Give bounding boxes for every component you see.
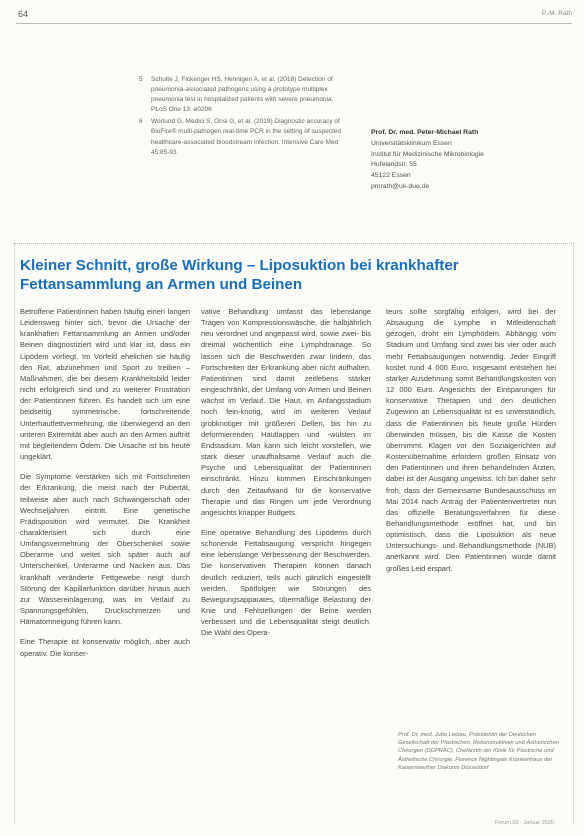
article-column-1 [20,306,190,668]
article-column-2 [201,306,371,648]
address-line: 45122 Essen [371,172,411,180]
paragraph: Eine operative Behandlung des Lipödems durch schonende Fettabsaugung verspricht hingegen eine lebenslange Verbesserung der Beschwerden. Die konservativen Therapien können danach deutlich reduziert, teils auch gänzlich eingestellt werden. Spätfolgen wie Störungen des Bewegungsapparates, übermäßige Belastung der Knie und Fehlstellungen der Beine werden verbessert und die Lebensqualität steigt deutlich. Die Wahl des Opera- [201,527,371,638]
page-number: 64 [18,9,29,19]
reference-number: 6 [139,118,143,126]
page-footer: Forum 02 · Januar 2020 [494,820,554,826]
references-list [139,75,349,160]
paragraph: Eine Therapie ist konservativ möglich, aber auch operativ. Die konser- [20,637,190,658]
address-line: Hufelandstr. 55 [371,161,417,169]
author-address [371,128,571,193]
box-border-left [14,243,15,823]
page-header [0,0,584,26]
reference-text: Worlund G, Medici S, Onsi G, et al. (2019) Diagnostic accuracy of BioFire® multi-pathogen real-time PCR in the setting of suspected healthcare-associated bloodstream infection. Intensive Care Med 45:85-93 [151,118,342,156]
author-email[interactable]: pmrath@uk-due.de [371,182,430,190]
section-divider [14,243,574,244]
reference-text: Schulte J, Fickenger HS, Hennigen A, et al. (2018) Detection of pneumonia-associated pathogens using a prototype multiplex pneumonia test in hospitalized patients with severe pneumonia. PLoS One 13: e0206 [151,76,334,114]
paragraph: Betroffene Patientinnen haben häufig einen langen Leidensweg hinter sich, bevor die Ursache der krankhaften Fettansammlung an Armen und/oder Beinen diagnostiziert wird und klar ist, dass ein Lipödem vorliegt. Im Vorfeld ehelichen sie häufig den Rat, abzunehmen und Sport zu treiben – Maßnahmen, die bei diesem Krankheitsbild leider nicht erfolgreich sind und zu weiterer Frustration der Patientinnen führen. Es handelt sich um eine beidseitig symmetrische, fortschreitende Unterhautfettvermehrung, die überwiegend an den unteren Extremität aber auch an den Armen auftritt mit begleitendem Ödem. Die Ursache ist bis heute ungeklärt. [20,307,190,462]
author-bio: Prof. Dr. med. Jutta Liebau, Präsidentin der Deutschen Gesellschaft der Plastischen, Rekonstruktiven und Ästhetischen Chirurgen (DGPRÄC), Chefärztin der Klinik für Plastische und Ästhetische Chirurgie, Florence Nightingale Krankenhaus der Kaiserswerther Diakonie Düsseldorf [398,732,559,771]
reference-item [139,75,349,115]
article-column-3 [386,306,556,583]
running-header-author: P.-M. Rath [541,10,572,17]
address-line: Universitätsklinikum Essen [371,139,452,147]
header-rule [16,23,572,24]
box-border-right [573,243,574,823]
address-line: Institut für Medizinische Mikrobiologie [371,150,484,158]
paragraph: vative Behandlung umfasst das lebenslange Tragen von Kompressionswäsche, die halbjährlich neu verordnet und angepasst wird, sowie zwei- bis dreimal wöchentlich eine Lymphdrainage. So lassen sich die Beschwerden zwar lindern, das Fortschreiten der Erkrankung aber nicht aufhalten. Patientinnen sind damit zeitlebens stärker eingeschränkt, der Umfang von Armen und Beinen wächst im Verlauf. Die Haut, im Anfangsstadium noch fein-knotig, wird im weiteren Verlauf grobknotiger mit größeren Dellen, bis hin zu deformierenden Hautlappen und -wülsten im Endstadium. Man kann sich leicht vorstellen, wie stark dieser unaufhaltsame Verlauf auch die Psyche und Lebensqualität der Patientinnen einschränkt. Hinzu kommen Einschränkungen durch den Zeitaufwand für die konservative Therapie und das Ringen um jede Verordnung angesichts knapper Budgets. [201,307,371,517]
reference-number: 5 [139,76,143,83]
article-title: Kleiner Schnitt, große Wirkung – Liposuktion bei krankhafter Fettansammlung an Armen und Beinen [20,257,459,293]
reference-item [139,117,349,157]
paragraph: Die Symptome verstärken sich mit Fortschreiten der Erkrankung, die meist nach der Pubertät, teilweise aber auch nach Schwangerschaft oder Wechseljahren eintritt. Eine genetische Prädisposition wird vermutet. Die Krankheit charakterisiert sich durch eine Umfangsvermehrung der Oberschenkel sowie Oberarme und weitet sich später auch auf Unterschenkel, Unterarme und Nacken aus. Das krankhaft veränderte Fettgewebe neigt durch Störung der Kapillarfunktion darüber hinaus auch zur Wassereinlagerung, was im Verlauf zu Spannungsgefühlen, Druckschmerzen und Hämatomneigung führen kann. [20,472,190,627]
author-name: Prof. Dr. med. Peter-Michael Rath [371,129,479,136]
paragraph: teurs sollte sorgfältig erfolgen, wird bei der Absaugung die Lymphe in Mitleidenschaft gezogen, droht ein Lymphödem. Abhängig vom Stadium und Umfang sind zwei bis vier oder auch mehr Fettabsaugungen notwendig. Jeder Eingriff kostet rund 4 000 Euro, insgesamt entstehen bei starker Ausdehnung somit Behandlungskosten von 12 000 Euro. Angesichts der Einsparungen für konservative Therapien und den deutlichen Zugewinn an Lebensqualität ist es unverständlich, dass die Patientinnen bis heute große Hürden überwinden müssen, bis die Kasse die Kosten übernimmt. Klagen vor den Sozialgerichten auf Kostenübernahme erfordern großen Einsatz von den Patientinnen und ihren behandelnden Ärzten, dabei ist der Ausgang ungewiss. Ich bin daher sehr froh, dass der Gemeinsame Bundesausschuss im Mai 2014 nach Antrag der Patientenvertreter nun das offizielle Beratungsverfahren für diese Behandlungsmethode eröffnet hat, und bin optimistisch, dass die Liposuktion als neue Untersuchungs- und Behandlungsmethode (NUB) anerkannt wird. Den Patientinnen würde damit großes Leid erspart. [386,307,556,573]
